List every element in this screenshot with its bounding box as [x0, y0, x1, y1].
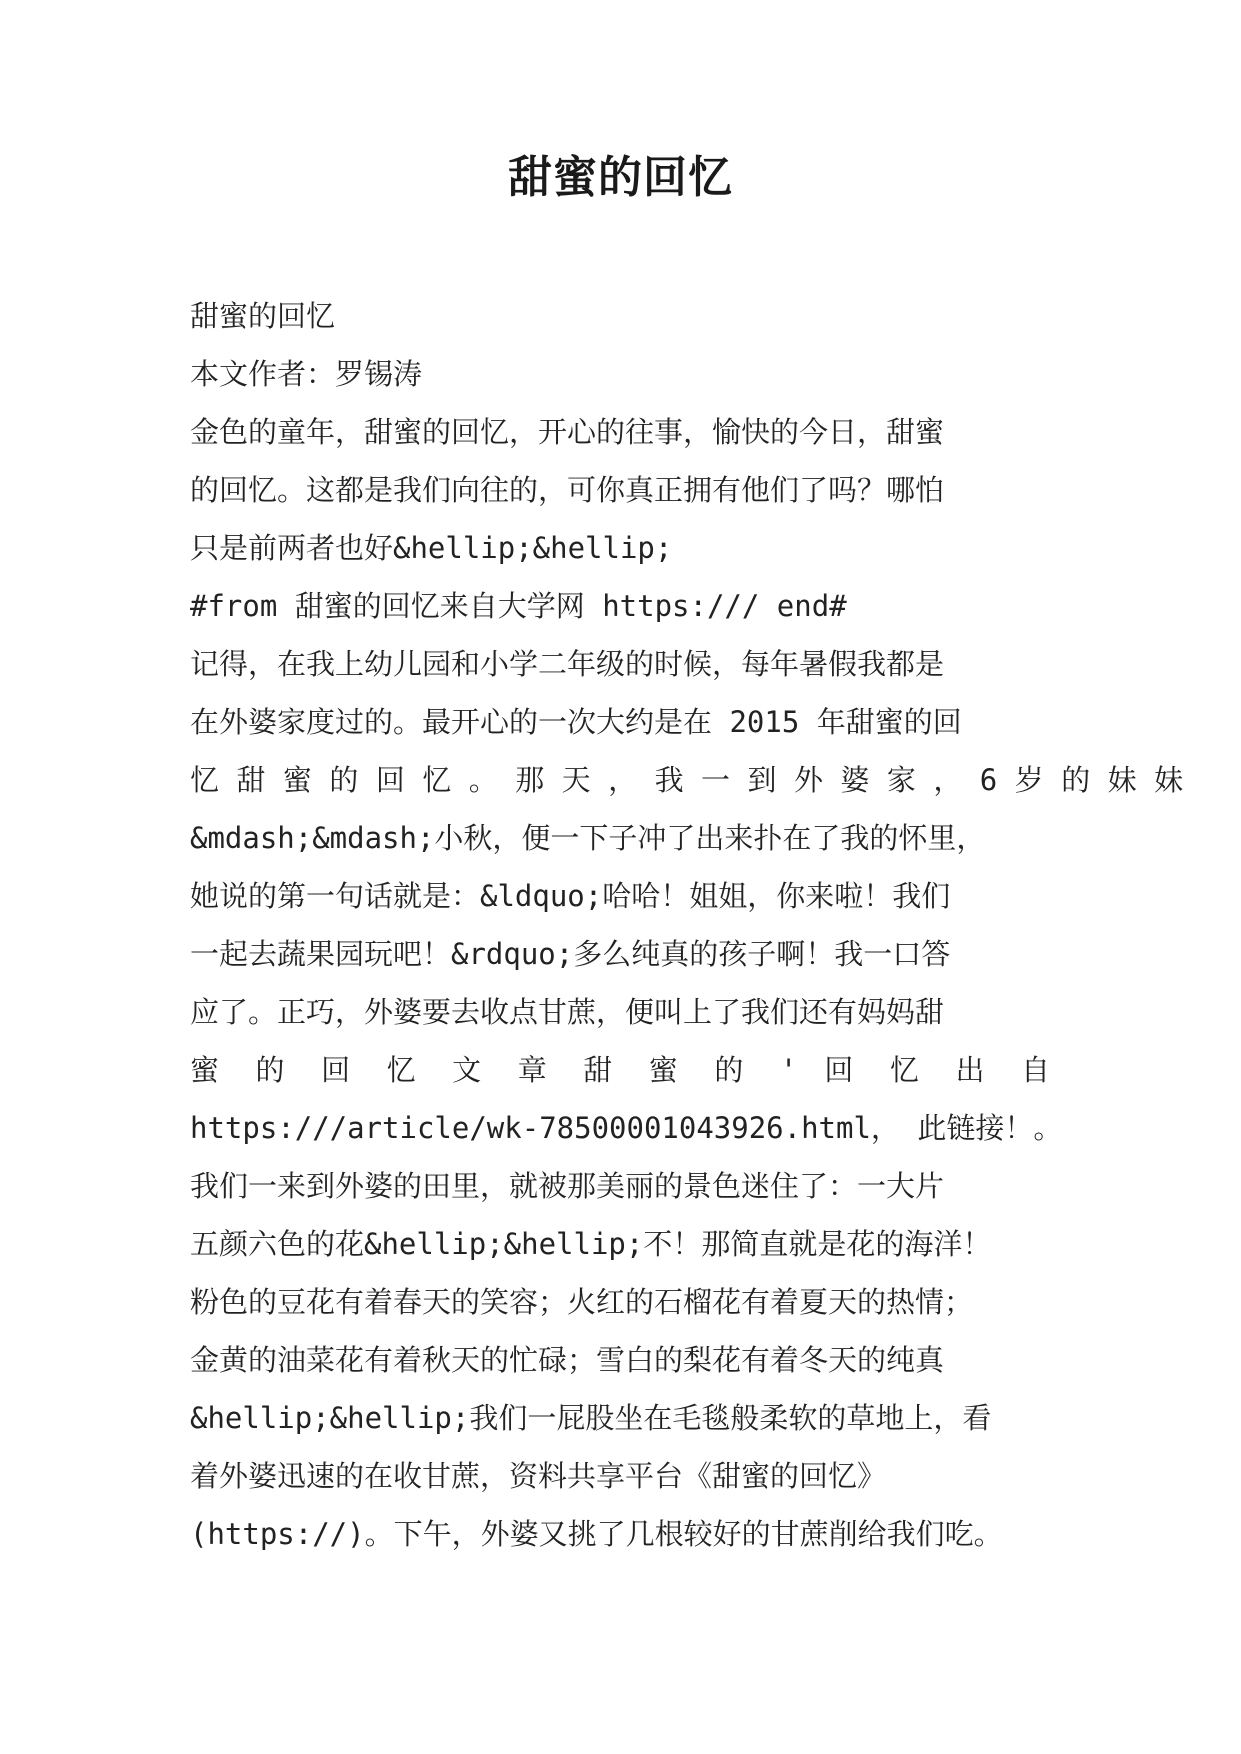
paragraph-line: 我们一来到外婆的田里，就被那美丽的景色迷住了：一大片 [190, 1169, 945, 1203]
paragraph-line: 记得，在我上幼儿园和小学二年级的时候，每年暑假我都是 [190, 647, 945, 681]
paragraph-line: 金黄的油菜花有着秋天的忙碌；雪白的梨花有着冬天的纯真 [190, 1343, 945, 1377]
paragraph-line: 只是前两者也好&hellip;&hellip; [190, 531, 673, 565]
paragraph-line: &hellip;&hellip;我们一屁股坐在毛毯般柔软的草地上，看 [190, 1401, 992, 1435]
paragraph-line: 甜蜜的回忆 [190, 299, 336, 333]
paragraph-line: 金色的童年，甜蜜的回忆，开心的往事，愉快的今日，甜蜜 [190, 415, 945, 449]
paragraph-line: 在外婆家度过的。最开心的一次大约是在 2015 年甜蜜的回 [190, 705, 962, 739]
paragraph-line: 蜜 的 回 忆 文 章 甜 蜜 的 ' 回 忆 出 自 [190, 1053, 1050, 1087]
paragraph-line: 忆 甜 蜜 的 回 忆 。 那 天 ， 我 一 到 外 婆 家 ， 6 岁 的 妹 妹 [190, 763, 1184, 797]
page-title: 甜蜜的回忆 [508, 152, 733, 203]
paragraph-line: &mdash;&mdash;小秋，便一下子冲了出来扑在了我的怀里， [190, 821, 986, 855]
paragraph-line: 她说的第一句话就是：&ldquo;哈哈！姐姐，你来啦！我们 [190, 879, 951, 913]
link-line: https:///article/wk-78500001043926.html， 此链接！。 [190, 1111, 1063, 1145]
paragraph-line: 粉色的豆花有着春天的笑容；火红的石榴花有着夏天的热情； [190, 1285, 974, 1319]
paragraph-line: 的回忆。这都是我们向往的，可你真正拥有他们了吗？哪怕 [190, 473, 945, 507]
paragraph-line: 应了。正巧，外婆要去收点甘蔗，便叫上了我们还有妈妈甜 [190, 995, 945, 1029]
source-line: #from 甜蜜的回忆来自大学网 https:/// end# [190, 589, 847, 623]
paragraph-line: 五颜六色的花&hellip;&hellip;不！那简直就是花的海洋！ [190, 1227, 992, 1261]
document-body [190, 287, 1184, 1563]
paragraph-line: 着外婆迅速的在收甘蔗，资料共享平台《甜蜜的回忆》 [190, 1459, 887, 1493]
paragraph-line: 一起去蔬果园玩吧！&rdquo;多么纯真的孩子啊！我一口答 [190, 937, 951, 971]
author-line: 本文作者：罗锡涛 [190, 357, 423, 391]
paragraph-line: (https://)。下午，外婆又挑了几根较好的甘蔗削给我们吃。 [190, 1517, 1003, 1551]
